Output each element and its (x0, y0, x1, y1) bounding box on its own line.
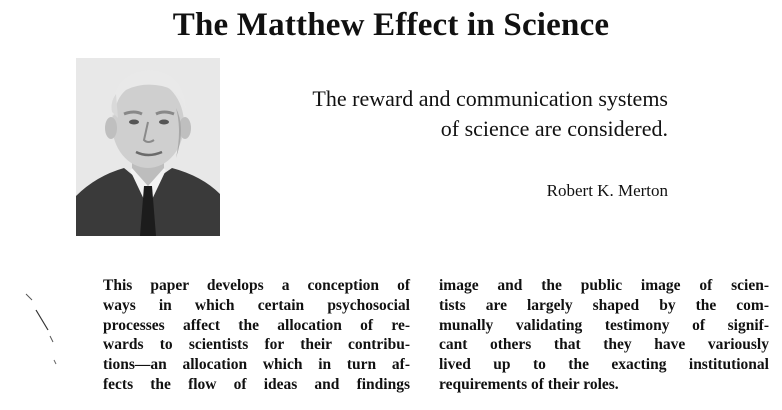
body-line: image and the public image of scien- (439, 277, 769, 294)
body-column-left (103, 276, 410, 395)
body-line: This paper develops a conception of (103, 277, 410, 294)
subtitle-line: of science are considered. (440, 116, 668, 141)
body-line: processes affect the allocation of re- (103, 316, 410, 334)
body-line: munally validating testimony of signif- (439, 316, 769, 334)
body-line: tions—an allocation which in turn af- (103, 356, 410, 374)
author-portrait (76, 58, 220, 236)
author-byline: Robert K. Merton (546, 181, 668, 200)
body-line: wards to scientists for their contribu- (103, 336, 410, 354)
body-line: fects the flow of ideas and findings (103, 375, 410, 393)
body-line: tists are largely shaped by the com- (439, 296, 769, 314)
subtitle-line: The reward and communication systems (312, 86, 668, 111)
body-column-right (439, 276, 769, 395)
body-line: lived up to the exacting institutional (439, 356, 769, 374)
article-subtitle (208, 84, 668, 144)
body-line: ways in which certain psychosocial (103, 296, 410, 314)
body-line: requirements of their roles. (439, 375, 619, 393)
article-title: The Matthew Effect in Science (172, 7, 610, 43)
body-line: cant others that they have variously (439, 336, 769, 354)
margin-mark (20, 288, 60, 378)
